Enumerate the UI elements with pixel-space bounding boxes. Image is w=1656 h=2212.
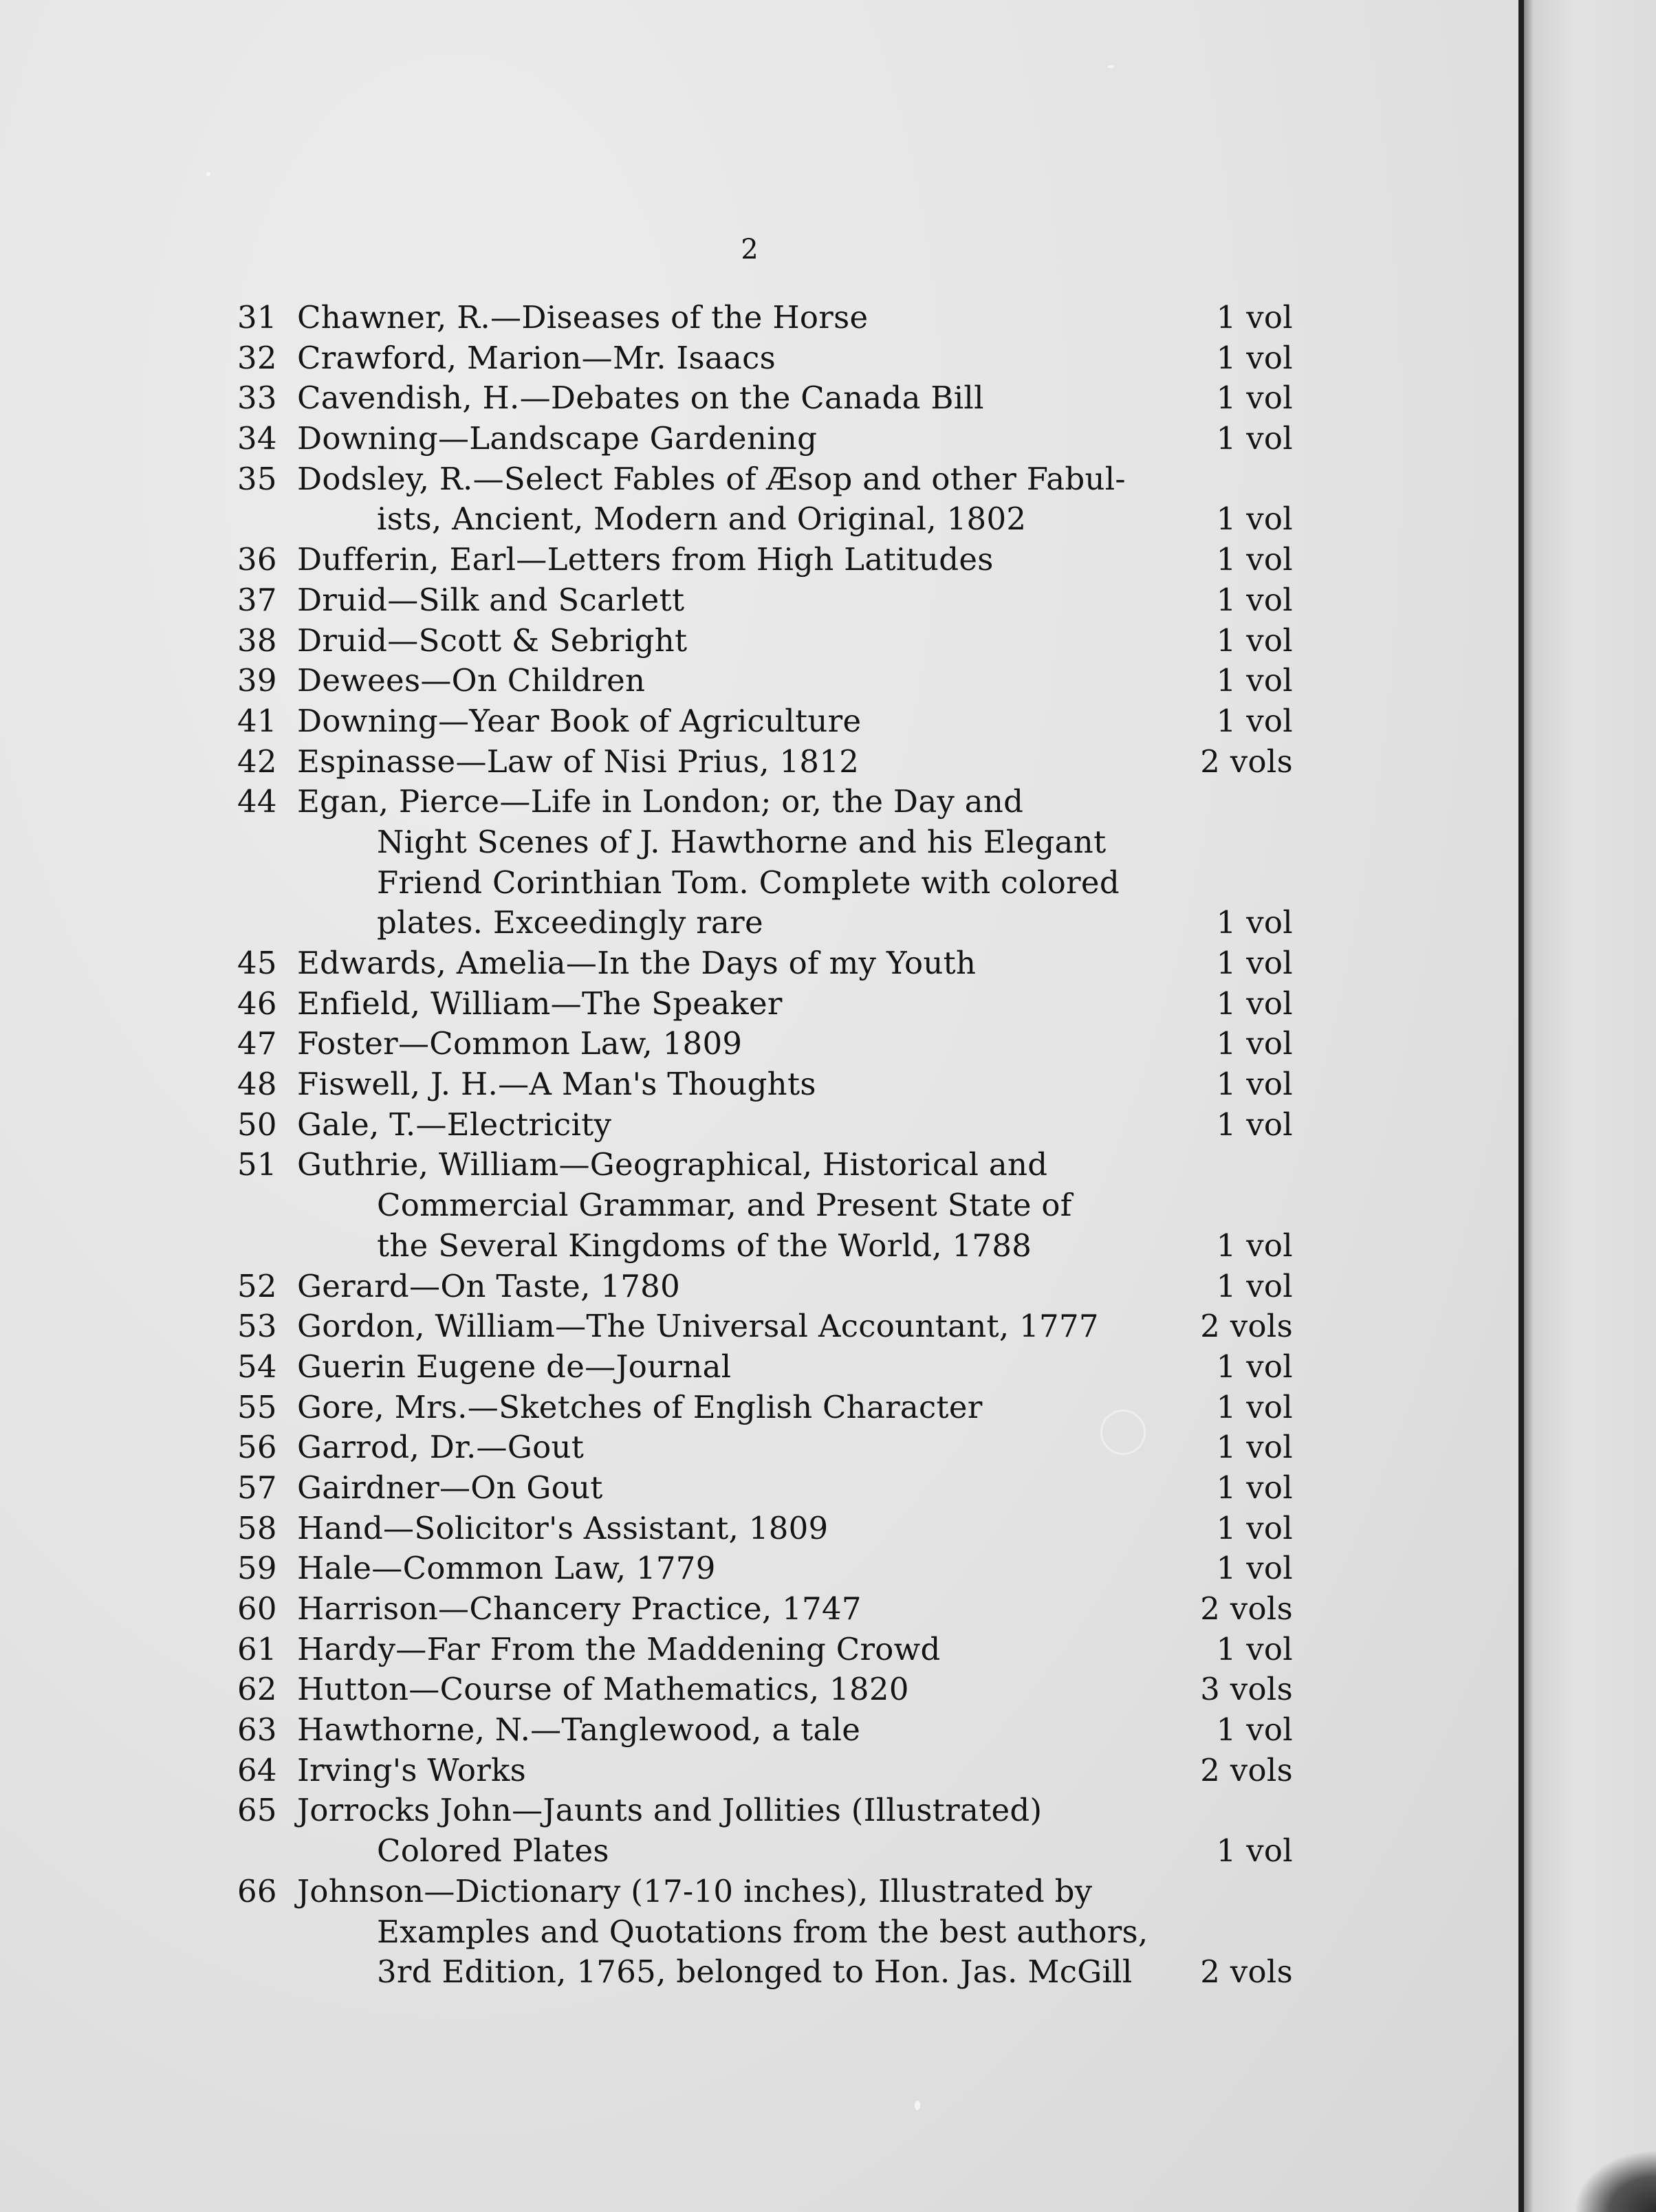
entry-number: 61 [237, 1630, 277, 1667]
entry-number: 34 [237, 420, 277, 457]
entry-number: 65 [237, 1792, 277, 1829]
entry-volume-count: 2 vols [1200, 743, 1293, 780]
page-edge [1518, 0, 1524, 2212]
entry-volume-count: 1 vol [1216, 622, 1293, 659]
catalogue-entry [0, 1872, 1518, 1912]
entry-number: 48 [237, 1066, 277, 1103]
entry-description: Guthrie, William—Geographical, Historical and [297, 1146, 1048, 1183]
catalogue-entry-continuation [0, 1912, 1518, 1953]
entry-volume-count: 1 vol [1216, 985, 1293, 1022]
catalogue-entry-continuation [0, 1952, 1518, 1993]
catalogue-entry [0, 984, 1518, 1025]
entry-description: Harrison—Chancery Practice, 1747 [297, 1590, 862, 1627]
entry-description: Night Scenes of J. Hawthorne and his Elegant [377, 823, 1107, 860]
entry-number: 33 [237, 380, 277, 417]
entry-number: 31 [237, 299, 277, 336]
entry-volume-count: 1 vol [1216, 1550, 1293, 1587]
page-number: 2 [741, 234, 759, 265]
catalogue-entry [0, 1589, 1518, 1630]
entry-volume-count: 1 vol [1216, 1348, 1293, 1385]
entry-description: Guerin Eugene de—Journal [297, 1348, 732, 1385]
entry-volume-count: 1 vol [1216, 581, 1293, 618]
catalogue-entry [0, 621, 1518, 661]
catalogue-entry [0, 1427, 1518, 1468]
entry-description: Colored Plates [377, 1832, 609, 1870]
entry-description: Friend Corinthian Tom. Complete with colored [377, 864, 1120, 901]
entry-description: Gerard—On Taste, 1780 [297, 1267, 681, 1304]
entry-number: 66 [237, 1872, 277, 1909]
entry-description: Gore, Mrs.—Sketches of English Character [297, 1388, 983, 1425]
catalogue-entry [0, 1509, 1518, 1549]
entry-number: 42 [237, 743, 277, 780]
catalogue-entry [0, 1306, 1518, 1347]
entry-number: 64 [237, 1751, 277, 1788]
entry-number: 57 [237, 1469, 277, 1506]
entry-volume-count: 1 vol [1216, 1509, 1293, 1546]
entry-description: Downing—Landscape Gardening [297, 420, 818, 457]
entry-description: Crawford, Marion—Mr. Isaacs [297, 339, 776, 376]
entry-volume-count: 1 vol [1216, 1388, 1293, 1425]
entry-description: Dufferin, Earl—Letters from High Latitudes [297, 541, 994, 578]
entry-volume-count: 2 vols [1200, 1751, 1293, 1788]
entry-number: 35 [237, 460, 277, 497]
catalogue-entry [0, 459, 1518, 500]
catalogue-entry [0, 1024, 1518, 1064]
catalogue-entry [0, 1751, 1518, 1791]
catalogue-entry [0, 1791, 1518, 1831]
entry-number: 60 [237, 1590, 277, 1627]
entry-number: 41 [237, 702, 277, 739]
entry-volume-count: 1 vol [1216, 380, 1293, 417]
entry-description: Johnson—Dictionary (17-10 inches), Illustrated by [297, 1872, 1093, 1909]
entry-volume-count: 1 vol [1216, 1106, 1293, 1143]
entry-volume-count: 3 vols [1200, 1671, 1293, 1708]
catalogue-entry [0, 661, 1518, 701]
entry-description: Hand—Solicitor's Assistant, 1809 [297, 1509, 829, 1546]
catalogue-entry [0, 1710, 1518, 1751]
binding-shadow [1524, 0, 1534, 2212]
entry-description: Hale—Common Law, 1779 [297, 1550, 716, 1587]
entry-description: Enfield, William—The Speaker [297, 985, 783, 1022]
catalogue-entry [0, 1468, 1518, 1509]
entry-description: Downing—Year Book of Agriculture [297, 702, 862, 739]
catalogue-entry [0, 419, 1518, 459]
entry-number: 63 [237, 1711, 277, 1749]
paper-speck [1107, 65, 1114, 68]
entry-description: Hutton—Course of Mathematics, 1820 [297, 1671, 909, 1708]
entry-volume-count: 1 vol [1216, 299, 1293, 336]
catalogue-entry [0, 1105, 1518, 1146]
entry-volume-count: 1 vol [1216, 1025, 1293, 1062]
entry-number: 47 [237, 1025, 277, 1062]
entry-volume-count: 2 vols [1200, 1953, 1293, 1991]
page-corner-curl [1573, 2150, 1656, 2212]
entry-description: Gale, T.—Electricity [297, 1106, 612, 1143]
entry-description: ists, Ancient, Modern and Original, 1802 [377, 501, 1027, 538]
catalogue-entry-list [0, 298, 1518, 1993]
catalogue-entry [0, 1267, 1518, 1307]
catalogue-entry [0, 1388, 1518, 1428]
entry-number: 58 [237, 1509, 277, 1546]
paper-speck [206, 172, 210, 176]
adjacent-page [1524, 0, 1656, 2212]
entry-description: Jorrocks John—Jaunts and Jollities (Illustrated) [297, 1792, 1043, 1829]
entry-volume-count: 1 vol [1216, 1267, 1293, 1304]
entry-number: 39 [237, 662, 277, 699]
entry-description: Cavendish, H.—Debates on the Canada Bill [297, 380, 984, 417]
entry-number: 38 [237, 622, 277, 659]
entry-description: Foster—Common Law, 1809 [297, 1025, 743, 1062]
entry-description: Druid—Silk and Scarlett [297, 581, 685, 618]
catalogue-entry [0, 1630, 1518, 1670]
entry-number: 46 [237, 985, 277, 1022]
entry-description: Chawner, R.—Diseases of the Horse [297, 299, 869, 336]
catalogue-entry-continuation [0, 863, 1518, 904]
entry-number: 52 [237, 1267, 277, 1304]
catalogue-entry [0, 1548, 1518, 1589]
entry-volume-count: 1 vol [1216, 702, 1293, 739]
catalogue-entry [0, 580, 1518, 621]
catalogue-entry [0, 943, 1518, 984]
entry-number: 36 [237, 541, 277, 578]
entry-number: 55 [237, 1388, 277, 1425]
catalogue-entry [0, 298, 1518, 338]
entry-volume-count: 1 vol [1216, 1711, 1293, 1749]
catalogue-entry [0, 742, 1518, 782]
entry-number: 59 [237, 1550, 277, 1587]
entry-description: Dodsley, R.—Select Fables of Æsop and other Fabul- [297, 460, 1126, 497]
catalogue-entry-continuation [0, 1831, 1518, 1872]
entry-description: Garrod, Dr.—Gout [297, 1429, 585, 1466]
entry-description: the Several Kingdoms of the World, 1788 [377, 1227, 1032, 1264]
catalogue-entry [0, 701, 1518, 742]
entry-volume-count: 1 vol [1216, 945, 1293, 981]
catalogue-entry [0, 338, 1518, 379]
entry-volume-count: 1 vol [1216, 420, 1293, 457]
entry-number: 50 [237, 1106, 277, 1143]
catalogue-entry-continuation [0, 1185, 1518, 1226]
entry-volume-count: 1 vol [1216, 1429, 1293, 1466]
catalogue-entry [0, 540, 1518, 580]
catalogue-entry [0, 378, 1518, 419]
catalogue-entry-continuation [0, 1226, 1518, 1267]
entry-description: Druid—Scott & Sebright [297, 622, 688, 659]
entry-number: 53 [237, 1308, 277, 1345]
catalogue-entry [0, 1347, 1518, 1388]
entry-description: Gairdner—On Gout [297, 1469, 603, 1506]
catalogue-entry [0, 782, 1518, 822]
entry-description: Espinasse—Law of Nisi Prius, 1812 [297, 743, 860, 780]
catalogue-entry [0, 1145, 1518, 1185]
entry-description: Dewees—On Children [297, 662, 646, 699]
entry-volume-count: 1 vol [1216, 1630, 1293, 1667]
catalogue-entry-continuation [0, 822, 1518, 863]
catalogue-entry [0, 1669, 1518, 1710]
entry-description: Gordon, William—The Universal Accountant, 1777 [297, 1308, 1099, 1345]
entry-number: 45 [237, 945, 277, 981]
catalogue-entry-continuation [0, 903, 1518, 943]
entry-volume-count: 1 vol [1216, 1227, 1293, 1264]
paper-speck [915, 2101, 920, 2110]
entry-number: 37 [237, 581, 277, 618]
entry-number: 51 [237, 1146, 277, 1183]
catalogue-entry-continuation [0, 499, 1518, 540]
entry-volume-count: 1 vol [1216, 904, 1293, 941]
entry-volume-count: 1 vol [1216, 541, 1293, 578]
entry-description: Fiswell, J. H.—A Man's Thoughts [297, 1066, 816, 1103]
entry-description: 3rd Edition, 1765, belonged to Hon. Jas. McGill [377, 1953, 1133, 1991]
entry-description: Examples and Quotations from the best authors, [377, 1913, 1148, 1950]
entry-description: Hardy—Far From the Maddening Crowd [297, 1630, 941, 1667]
entry-volume-count: 2 vols [1200, 1308, 1293, 1345]
entry-volume-count: 1 vol [1216, 501, 1293, 538]
entry-number: 54 [237, 1348, 277, 1385]
entry-volume-count: 1 vol [1216, 662, 1293, 699]
entry-volume-count: 1 vol [1216, 1469, 1293, 1506]
entry-volume-count: 1 vol [1216, 1832, 1293, 1870]
entry-number: 44 [237, 783, 277, 820]
entry-description: Irving's Works [297, 1751, 527, 1788]
entry-description: Egan, Pierce—Life in London; or, the Day and [297, 783, 1024, 820]
entry-description: Hawthorne, N.—Tanglewood, a tale [297, 1711, 861, 1749]
entry-number: 56 [237, 1429, 277, 1466]
entry-description: Commercial Grammar, and Present State of [377, 1187, 1072, 1224]
entry-volume-count: 1 vol [1216, 1066, 1293, 1103]
catalogue-entry [0, 1064, 1518, 1105]
entry-description: Edwards, Amelia—In the Days of my Youth [297, 945, 977, 981]
entry-volume-count: 1 vol [1216, 339, 1293, 376]
entry-number: 32 [237, 339, 277, 376]
entry-volume-count: 2 vols [1200, 1590, 1293, 1627]
entry-number: 62 [237, 1671, 277, 1708]
entry-description: plates. Exceedingly rare [377, 904, 763, 941]
